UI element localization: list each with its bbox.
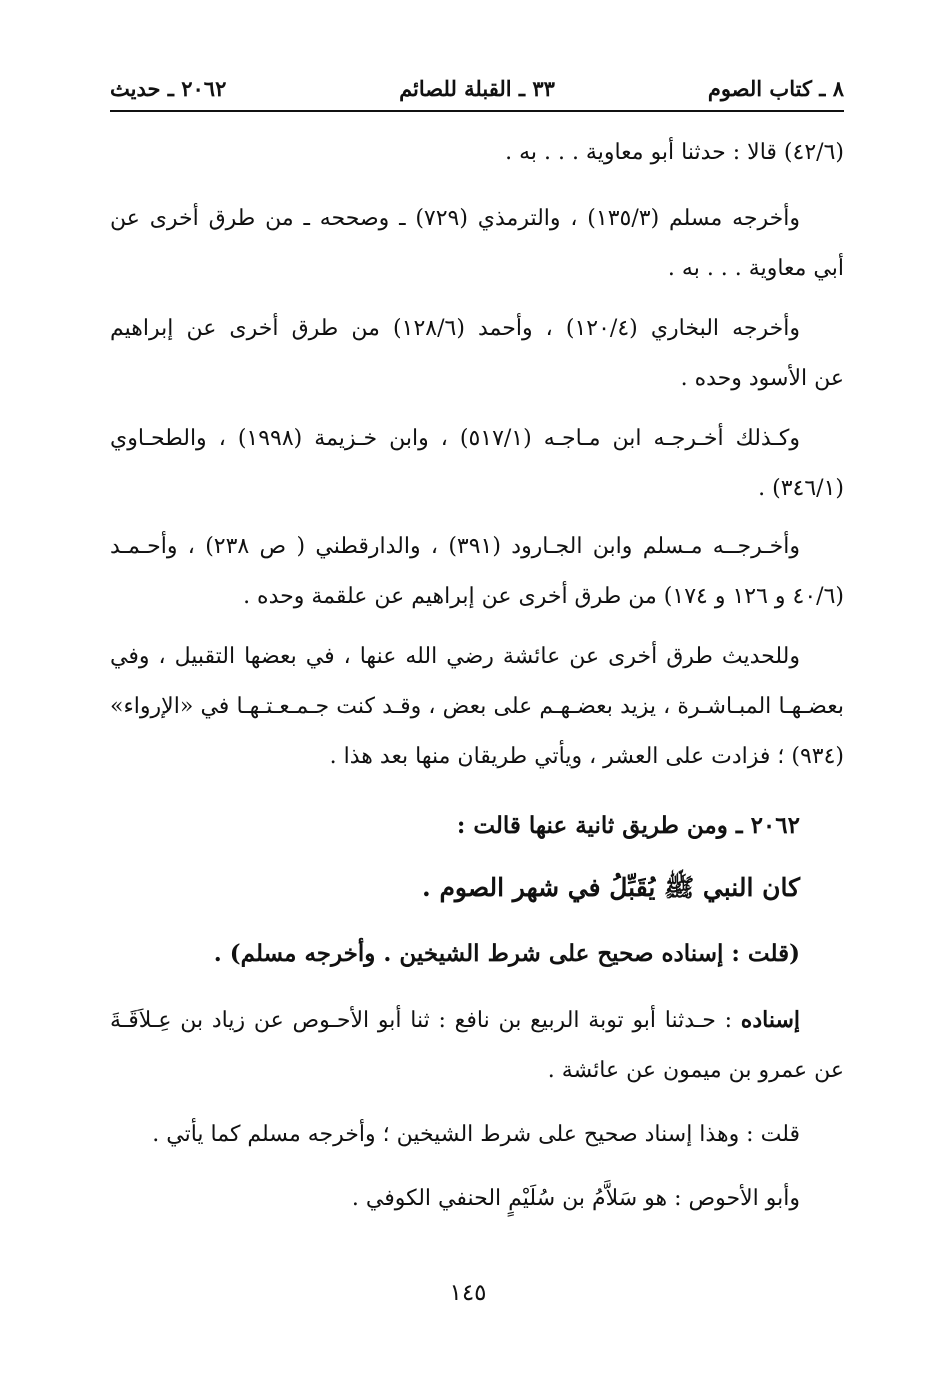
paragraph-6 bbox=[110, 632, 844, 782]
paragraph-5 bbox=[110, 522, 844, 622]
note-2 bbox=[110, 1174, 844, 1224]
isnad-label: إسناده bbox=[740, 1007, 801, 1033]
paragraph-line: وأخرجه البخاري (١٢٠/٤) ، وأحمد (١٢٨/٦) من طرق أخرى عن إبراهيم bbox=[110, 316, 800, 341]
header-divider bbox=[110, 110, 844, 112]
paragraph-line: وكـذلك أخـرجـه ابن مـاجـه (٥١٧/١) ، وابن خـزيمة (١٩٩٨) ، والطحـاوي bbox=[110, 426, 800, 451]
paragraph-line: وأخرجه مسلم (١٣٥/٣) ، والترمذي (٧٢٩) ـ وصححه ـ من طرق أخرى عن bbox=[110, 206, 800, 231]
running-header bbox=[110, 74, 844, 110]
paragraph-2 bbox=[110, 194, 844, 294]
header-chapter-title: ٣٣ ـ القبلة للصائم bbox=[399, 76, 555, 101]
paragraph-line: (٤٢/٦) قالا : حدثنا أبو معاوية . . . به . bbox=[505, 140, 844, 165]
paragraph-line: أبي معاوية . . . به . bbox=[667, 256, 844, 281]
paragraph-4 bbox=[110, 414, 844, 514]
paragraph-line: (٩٣٤) ؛ فزادت على العشر ، ويأتي طريقان منها بعد هذا . bbox=[329, 744, 844, 769]
isnad-paragraph bbox=[110, 995, 844, 1096]
paragraph-line: (٣٤٦/١) . bbox=[758, 476, 844, 501]
header-hadith-number: ٢٠٦٢ ـ حديث bbox=[110, 76, 227, 101]
paragraph-line: عن الأسود وحده . bbox=[680, 366, 844, 391]
hadith-number-heading: ٢٠٦٢ ـ ومن طريق ثانية عنها قالت : bbox=[456, 812, 800, 839]
note-1 bbox=[110, 1110, 844, 1160]
hadith-text: كان النبي ﷺ يُقَبِّلُ في شهر الصوم . bbox=[422, 873, 800, 902]
paragraph-line: قلت : وهذا إسناد صحيح على شرط الشيخين ؛ وأخرجه مسلم كما يأتي . bbox=[152, 1122, 800, 1147]
paragraph-3 bbox=[110, 304, 844, 404]
page-number: ١٤٥ bbox=[449, 1280, 487, 1306]
isnad-text: : حـدثنا أبو توبة الربيع بن نافع : ثنا أبو الأحـوص عن زياد بن عِـلاَقَـةَ bbox=[110, 1008, 741, 1033]
paragraph-line: وأبو الأحوص : هو سَلاَّمُ بن سُلَيْمٍ الحنفي الكوفي . bbox=[351, 1186, 800, 1211]
paragraph-line: وأخـرجــه مـسلم وابن الجـارود (٣٩١) ، والدارقطني ( ص ٢٣٨) ، وأحـمـد bbox=[110, 534, 800, 559]
paragraph-1 bbox=[110, 128, 844, 178]
paragraph-line: (٤٠/٦ و ١٢٦ و ١٧٤) من طرق أخرى عن إبراهيم عن علقمة وحده . bbox=[243, 584, 844, 609]
paragraph-line: عن عمرو بن ميمون عن عائشة . bbox=[547, 1058, 844, 1083]
hadith-verdict: (قلت : إسناده صحيح على شرط الشيخين . وأخرجه مسلم) . bbox=[213, 940, 800, 967]
paragraph-line bbox=[110, 995, 844, 1046]
paragraph-line: وللحديث طرق أخرى عن عائشة رضي الله عنها ، في بعضها التقبيل ، وفي bbox=[110, 644, 800, 669]
header-book-title: ٨ ـ كتاب الصوم bbox=[707, 76, 844, 101]
paragraph-line: بعضـهـا المبـاشـرة ، يزيد بعضـهـم على بعض ، وقـد كنت جـمـعـتـهـا في «الإرواء» bbox=[110, 694, 844, 719]
